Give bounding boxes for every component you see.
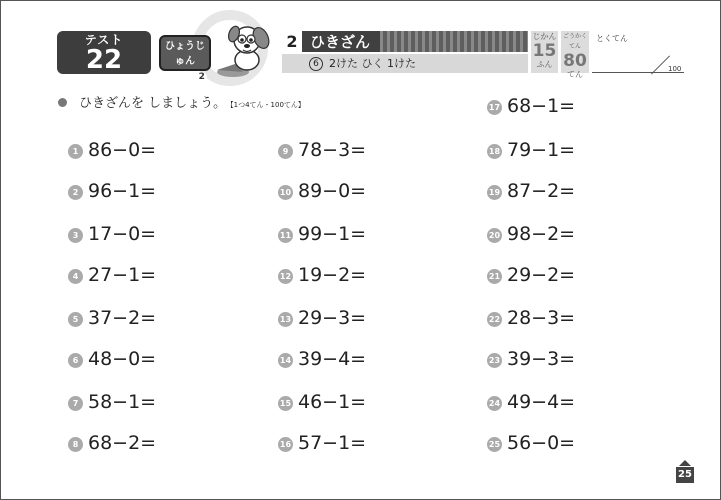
section-number: 2 <box>282 31 302 52</box>
problem-16 <box>278 431 366 455</box>
time-value: 15 <box>532 41 557 61</box>
problem-number: 11 <box>278 228 293 243</box>
instruction-text: ひきざんを しましょう。 <box>79 96 227 111</box>
page-number: 25 <box>676 467 694 483</box>
problem-number: 19 <box>487 185 502 200</box>
time-label: じかん <box>532 32 557 41</box>
title-stripes <box>380 31 528 52</box>
problem-expression: 17−0= <box>88 223 157 245</box>
problem-number: 15 <box>278 396 293 411</box>
level-line2 <box>161 69 209 84</box>
problem-20 <box>487 222 575 246</box>
problem-number: 21 <box>487 269 502 284</box>
problem-number: 20 <box>487 228 502 243</box>
problem-number: 10 <box>278 185 293 200</box>
problem-number: 9 <box>278 144 293 159</box>
problem-expression: 87−2= <box>507 180 576 202</box>
problem-12 <box>278 263 366 287</box>
problem-expression: 96−1= <box>88 180 157 202</box>
problem-expression: 46−1= <box>298 391 367 413</box>
pass-unit: てん <box>567 70 583 79</box>
problem-8 <box>68 431 156 455</box>
problem-expression: 58−1= <box>88 391 157 413</box>
problem-expression: 56−0= <box>507 432 576 454</box>
dog-mascot-icon <box>213 20 277 80</box>
problem-number: 12 <box>278 269 293 284</box>
problem-expression: 98−2= <box>507 223 576 245</box>
problem-19 <box>487 179 575 203</box>
problem-number: 8 <box>68 437 83 452</box>
problem-expression: 89−0= <box>298 180 367 202</box>
score-max: 100 <box>668 65 682 73</box>
score-label: とくてん <box>596 34 628 43</box>
problem-2 <box>68 179 156 203</box>
problem-number: 4 <box>68 269 83 284</box>
problem-expression: 29−2= <box>507 264 576 286</box>
pass-label: ごうかくてん <box>562 33 587 50</box>
problem-number: 6 <box>68 353 83 368</box>
instruction <box>58 96 305 113</box>
problem-expression: 28−3= <box>507 307 576 329</box>
problem-23 <box>487 347 575 371</box>
problem-number: 2 <box>68 185 83 200</box>
problem-number: 23 <box>487 353 502 368</box>
test-label: テスト <box>84 33 124 47</box>
problem-number: 24 <box>487 396 502 411</box>
pass-value: 80 <box>563 51 587 71</box>
level-text: レベル <box>162 71 193 82</box>
problem-18 <box>487 138 575 162</box>
bullet-icon <box>58 98 67 107</box>
time-unit: ふん <box>536 60 553 69</box>
problem-expression: 57−1= <box>298 432 367 454</box>
level-badge <box>159 35 211 82</box>
problem-9 <box>278 138 366 162</box>
section-title: ひきざん <box>310 33 371 51</box>
problem-1 <box>68 138 156 162</box>
time-box <box>531 31 558 73</box>
problem-4 <box>68 263 156 287</box>
problem-number: 17 <box>487 100 502 115</box>
problem-number: 5 <box>68 312 83 327</box>
test-number: 22 <box>85 45 123 75</box>
problem-expression: 68−1= <box>507 95 576 117</box>
problem-6 <box>68 347 156 371</box>
problem-expression: 19−2= <box>298 264 367 286</box>
test-badge <box>57 31 151 74</box>
problem-17 <box>487 94 575 118</box>
problem-expression: 48−0= <box>88 348 157 370</box>
problem-15 <box>278 390 366 414</box>
problem-21 <box>487 263 575 287</box>
problem-number: 7 <box>68 396 83 411</box>
problem-13 <box>278 306 366 330</box>
problem-number: 1 <box>68 144 83 159</box>
problem-expression: 37−2= <box>88 307 157 329</box>
problem-expression: 79−1= <box>507 139 576 161</box>
problem-expression: 99−1= <box>298 223 367 245</box>
problem-number: 25 <box>487 437 502 452</box>
problem-25 <box>487 431 575 455</box>
subtitle-text: 2けた ひく 1けた <box>329 57 416 70</box>
problem-number: 3 <box>68 228 83 243</box>
subtitle-number: 6 <box>309 57 323 71</box>
problem-10 <box>278 179 366 203</box>
subtitle-bar <box>282 54 528 73</box>
problem-14 <box>278 347 366 371</box>
problem-3 <box>68 222 156 246</box>
problem-expression: 49−4= <box>507 391 576 413</box>
problem-11 <box>278 222 366 246</box>
problem-number: 14 <box>278 353 293 368</box>
problem-expression: 78−3= <box>298 139 367 161</box>
problem-5 <box>68 306 156 330</box>
problem-expression: 27−1= <box>88 264 157 286</box>
problem-24 <box>487 390 575 414</box>
problem-7 <box>68 390 156 414</box>
problem-expression: 39−4= <box>298 348 367 370</box>
instruction-note: 【1つ4てん・100てん】 <box>230 101 305 109</box>
pass-box <box>561 31 589 79</box>
problem-22 <box>487 306 575 330</box>
problem-expression: 29−3= <box>298 307 367 329</box>
problem-number: 16 <box>278 437 293 452</box>
problem-expression: 86−0= <box>88 139 157 161</box>
problem-expression: 68−2= <box>88 432 157 454</box>
problem-expression: 39−3= <box>507 348 576 370</box>
level-number: 2 <box>196 72 207 83</box>
page-marker-icon <box>679 460 691 466</box>
level-line1: ひょうじゅん <box>165 41 205 67</box>
problem-number: 13 <box>278 312 293 327</box>
problem-number: 22 <box>487 312 502 327</box>
problem-number: 18 <box>487 144 502 159</box>
